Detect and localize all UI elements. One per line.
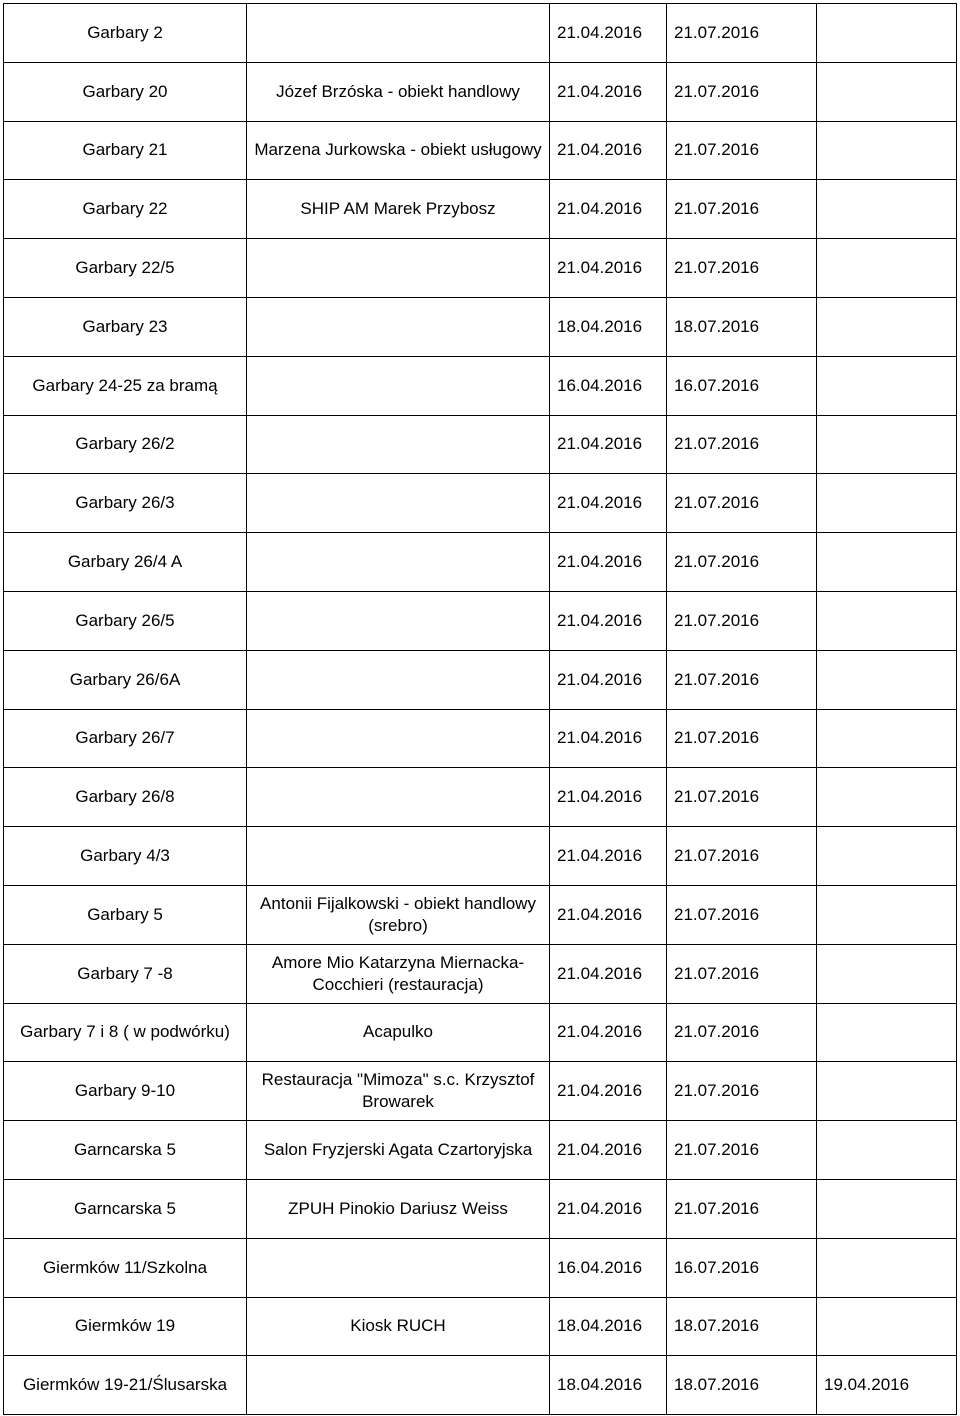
name-cell xyxy=(247,1238,550,1297)
address-cell: Garbary 26/5 xyxy=(4,591,247,650)
name-cell: Acapulko xyxy=(247,1003,550,1062)
date3-cell xyxy=(817,709,957,768)
date1-cell: 21.04.2016 xyxy=(550,944,667,1003)
date3-cell xyxy=(817,1003,957,1062)
table-row xyxy=(4,709,957,768)
date3-cell xyxy=(817,415,957,474)
date1-cell: 18.04.2016 xyxy=(550,1297,667,1356)
date2-cell: 21.07.2016 xyxy=(667,768,817,827)
date1-cell: 21.04.2016 xyxy=(550,121,667,180)
date2-cell: 21.07.2016 xyxy=(667,591,817,650)
date1-cell: 21.04.2016 xyxy=(550,415,667,474)
address-cell: Garbary 21 xyxy=(4,121,247,180)
date2-cell: 21.07.2016 xyxy=(667,239,817,298)
date2-cell: 21.07.2016 xyxy=(667,1179,817,1238)
date3-cell xyxy=(817,1238,957,1297)
table-row xyxy=(4,1121,957,1180)
name-cell: Józef Brzóska - obiekt handlowy xyxy=(247,62,550,121)
date3-cell xyxy=(817,591,957,650)
date3-cell xyxy=(817,4,957,63)
date1-cell: 21.04.2016 xyxy=(550,180,667,239)
date1-cell: 21.04.2016 xyxy=(550,239,667,298)
table-row xyxy=(4,533,957,592)
date3-cell xyxy=(817,1121,957,1180)
table-row xyxy=(4,121,957,180)
name-cell: Marzena Jurkowska - obiekt usługowy xyxy=(247,121,550,180)
date2-cell: 21.07.2016 xyxy=(667,415,817,474)
date2-cell: 21.07.2016 xyxy=(667,650,817,709)
date2-cell: 21.07.2016 xyxy=(667,827,817,886)
date3-cell xyxy=(817,885,957,944)
address-cell: Garbary 24-25 za bramą xyxy=(4,356,247,415)
table-row xyxy=(4,1297,957,1356)
table-row xyxy=(4,4,957,63)
date3-cell xyxy=(817,827,957,886)
address-cell: Garbary 22/5 xyxy=(4,239,247,298)
address-cell: Garncarska 5 xyxy=(4,1179,247,1238)
name-cell: Amore Mio Katarzyna Miernacka-Cocchieri (restauracja) xyxy=(247,944,550,1003)
address-cell: Garncarska 5 xyxy=(4,1121,247,1180)
date3-cell xyxy=(817,62,957,121)
table-row xyxy=(4,239,957,298)
address-cell: Garbary 7 i 8 ( w podwórku) xyxy=(4,1003,247,1062)
name-cell: Salon Fryzjerski Agata Czartoryjska xyxy=(247,1121,550,1180)
address-cell: Garbary 23 xyxy=(4,297,247,356)
name-cell xyxy=(247,827,550,886)
date2-cell: 16.07.2016 xyxy=(667,1238,817,1297)
schedule-table xyxy=(3,3,957,1415)
name-cell xyxy=(247,4,550,63)
table-row xyxy=(4,1062,957,1121)
name-cell: Restauracja "Mimoza" s.c. Krzysztof Browarek xyxy=(247,1062,550,1121)
date1-cell: 21.04.2016 xyxy=(550,1062,667,1121)
date3-cell xyxy=(817,1179,957,1238)
date1-cell: 21.04.2016 xyxy=(550,474,667,533)
address-cell: Giermków 19-21/Ślusarska xyxy=(4,1356,247,1415)
name-cell xyxy=(247,709,550,768)
date1-cell: 21.04.2016 xyxy=(550,709,667,768)
date3-cell xyxy=(817,474,957,533)
address-cell: Garbary 2 xyxy=(4,4,247,63)
date2-cell: 21.07.2016 xyxy=(667,1003,817,1062)
date1-cell: 21.04.2016 xyxy=(550,1179,667,1238)
date1-cell: 21.04.2016 xyxy=(550,885,667,944)
date2-cell: 21.07.2016 xyxy=(667,4,817,63)
date1-cell: 16.04.2016 xyxy=(550,356,667,415)
address-cell: Garbary 20 xyxy=(4,62,247,121)
table-row xyxy=(4,650,957,709)
name-cell xyxy=(247,768,550,827)
address-cell: Garbary 22 xyxy=(4,180,247,239)
name-cell xyxy=(247,591,550,650)
address-cell: Garbary 5 xyxy=(4,885,247,944)
date1-cell: 21.04.2016 xyxy=(550,827,667,886)
date1-cell: 21.04.2016 xyxy=(550,4,667,63)
table-row xyxy=(4,944,957,1003)
date1-cell: 18.04.2016 xyxy=(550,297,667,356)
date3-cell xyxy=(817,1062,957,1121)
name-cell xyxy=(247,415,550,474)
date1-cell: 21.04.2016 xyxy=(550,1121,667,1180)
table-row xyxy=(4,297,957,356)
address-cell: Garbary 26/3 xyxy=(4,474,247,533)
name-cell: SHIP AM Marek Przybosz xyxy=(247,180,550,239)
date2-cell: 16.07.2016 xyxy=(667,356,817,415)
name-cell: Kiosk RUCH xyxy=(247,1297,550,1356)
address-cell: Garbary 26/2 xyxy=(4,415,247,474)
date3-cell xyxy=(817,650,957,709)
table-row xyxy=(4,1356,957,1415)
table-row xyxy=(4,474,957,533)
date1-cell: 21.04.2016 xyxy=(550,591,667,650)
address-cell: Garbary 4/3 xyxy=(4,827,247,886)
date1-cell: 21.04.2016 xyxy=(550,533,667,592)
date1-cell: 21.04.2016 xyxy=(550,1003,667,1062)
date3-cell xyxy=(817,1297,957,1356)
date2-cell: 21.07.2016 xyxy=(667,709,817,768)
table-row xyxy=(4,180,957,239)
date3-cell xyxy=(817,533,957,592)
table-row xyxy=(4,591,957,650)
date1-cell: 21.04.2016 xyxy=(550,650,667,709)
date2-cell: 18.07.2016 xyxy=(667,1297,817,1356)
table-row xyxy=(4,62,957,121)
table-row xyxy=(4,885,957,944)
address-cell: Garbary 9-10 xyxy=(4,1062,247,1121)
address-cell: Garbary 7 -8 xyxy=(4,944,247,1003)
address-cell: Garbary 26/4 A xyxy=(4,533,247,592)
date2-cell: 21.07.2016 xyxy=(667,944,817,1003)
name-cell xyxy=(247,239,550,298)
date1-cell: 18.04.2016 xyxy=(550,1356,667,1415)
address-cell: Garbary 26/8 xyxy=(4,768,247,827)
date3-cell xyxy=(817,356,957,415)
date3-cell xyxy=(817,180,957,239)
name-cell xyxy=(247,650,550,709)
date1-cell: 21.04.2016 xyxy=(550,768,667,827)
date1-cell: 16.04.2016 xyxy=(550,1238,667,1297)
address-cell: Giermków 11/Szkolna xyxy=(4,1238,247,1297)
date3-cell xyxy=(817,239,957,298)
address-cell: Garbary 26/7 xyxy=(4,709,247,768)
date3-cell xyxy=(817,297,957,356)
address-cell: Garbary 26/6A xyxy=(4,650,247,709)
date3-cell xyxy=(817,944,957,1003)
table-row xyxy=(4,1003,957,1062)
date3-cell: 19.04.2016 xyxy=(817,1356,957,1415)
name-cell xyxy=(247,474,550,533)
name-cell: Antonii Fijalkowski - obiekt handlowy (srebro) xyxy=(247,885,550,944)
table-row xyxy=(4,1238,957,1297)
table-row xyxy=(4,768,957,827)
date2-cell: 21.07.2016 xyxy=(667,121,817,180)
date2-cell: 21.07.2016 xyxy=(667,180,817,239)
name-cell xyxy=(247,1356,550,1415)
name-cell xyxy=(247,356,550,415)
date2-cell: 21.07.2016 xyxy=(667,62,817,121)
date1-cell: 21.04.2016 xyxy=(550,62,667,121)
table-row xyxy=(4,415,957,474)
table-row xyxy=(4,1179,957,1238)
table-row xyxy=(4,356,957,415)
name-cell: ZPUH Pinokio Dariusz Weiss xyxy=(247,1179,550,1238)
date3-cell xyxy=(817,768,957,827)
date2-cell: 21.07.2016 xyxy=(667,1062,817,1121)
date2-cell: 21.07.2016 xyxy=(667,1121,817,1180)
date2-cell: 21.07.2016 xyxy=(667,885,817,944)
date2-cell: 18.07.2016 xyxy=(667,297,817,356)
name-cell xyxy=(247,297,550,356)
table-body xyxy=(4,4,957,1415)
table-row xyxy=(4,827,957,886)
date2-cell: 21.07.2016 xyxy=(667,533,817,592)
name-cell xyxy=(247,533,550,592)
date2-cell: 21.07.2016 xyxy=(667,474,817,533)
date3-cell xyxy=(817,121,957,180)
address-cell: Giermków 19 xyxy=(4,1297,247,1356)
date2-cell: 18.07.2016 xyxy=(667,1356,817,1415)
